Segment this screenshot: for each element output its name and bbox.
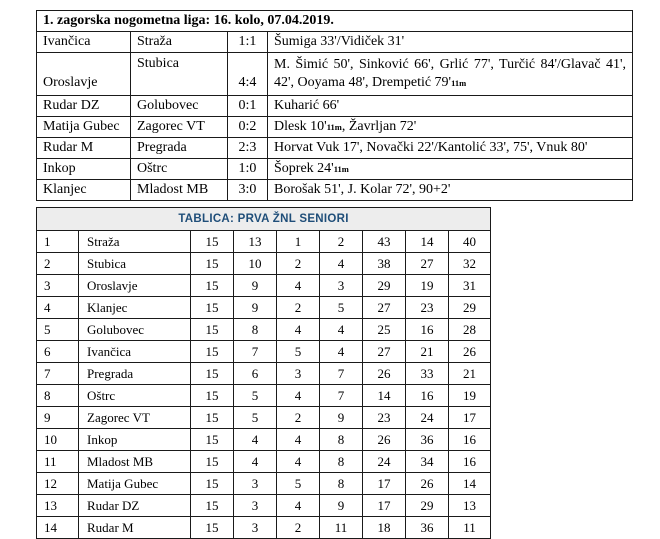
- stat-cell: 29: [406, 495, 449, 517]
- stat-cell: 18: [363, 517, 406, 539]
- team-cell: Oštrc: [79, 385, 191, 407]
- stat-cell: 3: [320, 275, 363, 297]
- results-header-row: [37, 11, 633, 32]
- position-cell: 13: [37, 495, 79, 517]
- away-team-cell: Pregrada: [131, 138, 228, 159]
- stat-cell: 11: [449, 517, 491, 539]
- stat-cell: 7: [320, 385, 363, 407]
- home-team-cell: Klanjec: [37, 180, 131, 201]
- scorers-cell: [268, 180, 633, 201]
- position-cell: 4: [37, 297, 79, 319]
- score-cell: 0:2: [228, 117, 268, 138]
- home-team-cell: Inkop: [37, 159, 131, 180]
- standings-title-cell: TABLICA: PRVA ŽNL SENIORI: [37, 208, 491, 231]
- team-cell: Zagorec VT: [79, 407, 191, 429]
- stat-cell: 15: [191, 473, 234, 495]
- match-row: [37, 32, 633, 53]
- stat-cell: 36: [406, 429, 449, 451]
- stat-cell: 27: [363, 341, 406, 363]
- stat-cell: 13: [449, 495, 491, 517]
- score-cell: 1:0: [228, 159, 268, 180]
- position-cell: 8: [37, 385, 79, 407]
- stat-cell: 4: [234, 451, 277, 473]
- standings-row: [37, 517, 491, 539]
- stat-cell: 15: [191, 407, 234, 429]
- stat-cell: 26: [363, 363, 406, 385]
- stat-cell: 15: [191, 253, 234, 275]
- scorers-cell: [268, 96, 633, 117]
- stat-cell: 13: [234, 231, 277, 253]
- team-cell: Stubica: [79, 253, 191, 275]
- standings-row: [37, 407, 491, 429]
- stat-cell: 29: [449, 297, 491, 319]
- stat-cell: 27: [363, 297, 406, 319]
- stat-cell: 32: [449, 253, 491, 275]
- stat-cell: 14: [449, 473, 491, 495]
- position-cell: 1: [37, 231, 79, 253]
- team-cell: Matija Gubec: [79, 473, 191, 495]
- stat-cell: 1: [277, 231, 320, 253]
- home-team-cell: Oroslavje: [37, 53, 131, 96]
- scorer-text: Borošak 51', J. Kolar 72', 90+2': [274, 182, 451, 197]
- stat-cell: 4: [234, 429, 277, 451]
- stat-cell: 15: [191, 495, 234, 517]
- away-team-cell: Zagorec VT: [131, 117, 228, 138]
- results-body: [37, 11, 633, 201]
- position-cell: 14: [37, 517, 79, 539]
- stat-cell: 15: [191, 517, 234, 539]
- stat-cell: 9: [234, 275, 277, 297]
- scorer-text: , Žavrljan 72': [341, 119, 417, 134]
- stat-cell: 5: [234, 385, 277, 407]
- team-cell: Golubovec: [79, 319, 191, 341]
- team-cell: Pregrada: [79, 363, 191, 385]
- stat-cell: 29: [363, 275, 406, 297]
- team-cell: Ivančica: [79, 341, 191, 363]
- stat-cell: 15: [191, 451, 234, 473]
- team-cell: Klanjec: [79, 297, 191, 319]
- position-cell: 7: [37, 363, 79, 385]
- scorer-text: Kuharić 66': [274, 98, 340, 113]
- stat-cell: 3: [277, 363, 320, 385]
- penalty-marker: 11m: [333, 164, 349, 174]
- stat-cell: 8: [320, 429, 363, 451]
- stat-cell: 16: [406, 319, 449, 341]
- stat-cell: 5: [234, 407, 277, 429]
- stat-cell: 17: [363, 495, 406, 517]
- match-row: [37, 159, 633, 180]
- team-cell: Rudar M: [79, 517, 191, 539]
- away-team-cell: Straža: [131, 32, 228, 53]
- stat-cell: 5: [320, 297, 363, 319]
- stat-cell: 17: [363, 473, 406, 495]
- home-team-cell: Matija Gubec: [37, 117, 131, 138]
- standings-row: [37, 231, 491, 253]
- stat-cell: 15: [191, 275, 234, 297]
- stat-cell: 8: [320, 451, 363, 473]
- away-team-cell: Stubica: [131, 53, 228, 96]
- score-cell: 3:0: [228, 180, 268, 201]
- position-cell: 9: [37, 407, 79, 429]
- stat-cell: 23: [363, 407, 406, 429]
- stat-cell: 11: [320, 517, 363, 539]
- results-title: 1. zagorska nogometna liga: 16. kolo, 07.04.2019.: [37, 11, 633, 32]
- team-cell: Mladost MB: [79, 451, 191, 473]
- scorers-cell: [268, 53, 633, 96]
- stat-cell: 9: [320, 407, 363, 429]
- standings-row: [37, 495, 491, 517]
- scorer-text: Šoprek 24': [274, 161, 334, 176]
- stat-cell: 15: [191, 231, 234, 253]
- stat-cell: 4: [277, 429, 320, 451]
- stat-cell: 4: [320, 253, 363, 275]
- standings-body: [37, 208, 491, 539]
- results-table: [36, 10, 633, 201]
- position-cell: 11: [37, 451, 79, 473]
- scorer-text: Šumiga 33'/Vidiček 31': [274, 34, 405, 49]
- score-cell: 1:1: [228, 32, 268, 53]
- match-row: [37, 53, 633, 96]
- standings-table: [36, 207, 491, 539]
- scorer-text: Dlesk 10': [274, 119, 327, 134]
- stat-cell: 26: [449, 341, 491, 363]
- score-cell: 2:3: [228, 138, 268, 159]
- stat-cell: 15: [191, 385, 234, 407]
- position-cell: 6: [37, 341, 79, 363]
- score-cell: 4:4: [228, 53, 268, 96]
- away-team-cell: Oštrc: [131, 159, 228, 180]
- stat-cell: 25: [363, 319, 406, 341]
- stat-cell: 7: [320, 363, 363, 385]
- stat-cell: 9: [320, 495, 363, 517]
- standings-row: [37, 429, 491, 451]
- stat-cell: 24: [406, 407, 449, 429]
- stat-cell: 4: [277, 275, 320, 297]
- stat-cell: 40: [449, 231, 491, 253]
- stat-cell: 34: [406, 451, 449, 473]
- position-cell: 3: [37, 275, 79, 297]
- stat-cell: 16: [449, 429, 491, 451]
- stat-cell: 15: [191, 429, 234, 451]
- match-row: [37, 96, 633, 117]
- team-cell: Oroslavje: [79, 275, 191, 297]
- stat-cell: 28: [449, 319, 491, 341]
- match-row: [37, 117, 633, 138]
- stat-cell: 36: [406, 517, 449, 539]
- home-team-cell: Rudar DZ: [37, 96, 131, 117]
- away-team-cell: Golubovec: [131, 96, 228, 117]
- stat-cell: 5: [277, 341, 320, 363]
- standings-row: [37, 341, 491, 363]
- home-team-cell: Ivančica: [37, 32, 131, 53]
- team-cell: Inkop: [79, 429, 191, 451]
- stat-cell: 2: [277, 517, 320, 539]
- stat-cell: 8: [320, 473, 363, 495]
- stat-cell: 3: [234, 473, 277, 495]
- standings-row: [37, 385, 491, 407]
- scorers-cell: [268, 159, 633, 180]
- penalty-marker: 11m: [451, 78, 467, 88]
- home-team-cell: Rudar M: [37, 138, 131, 159]
- stat-cell: 4: [320, 319, 363, 341]
- stat-cell: 21: [449, 363, 491, 385]
- stat-cell: 4: [277, 451, 320, 473]
- stat-cell: 21: [406, 341, 449, 363]
- stat-cell: 16: [449, 451, 491, 473]
- stat-cell: 2: [277, 297, 320, 319]
- position-cell: 10: [37, 429, 79, 451]
- stat-cell: 10: [234, 253, 277, 275]
- standings-row: [37, 451, 491, 473]
- match-row: [37, 180, 633, 201]
- away-team-cell: Mladost MB: [131, 180, 228, 201]
- stat-cell: 3: [234, 517, 277, 539]
- stat-cell: 4: [277, 319, 320, 341]
- team-cell: Rudar DZ: [79, 495, 191, 517]
- stat-cell: 26: [406, 473, 449, 495]
- standings-row: [37, 297, 491, 319]
- stat-cell: 4: [320, 341, 363, 363]
- position-cell: 2: [37, 253, 79, 275]
- team-cell: Straža: [79, 231, 191, 253]
- match-row: [37, 138, 633, 159]
- scorer-text: M. Šimić 50', Sinković 66', Grlić 77', Turčić 84'/Glavač 41', 42', Ooyama 48', Drempetić 79': [274, 57, 627, 90]
- stat-cell: 27: [406, 253, 449, 275]
- stat-cell: 9: [234, 297, 277, 319]
- stat-cell: 33: [406, 363, 449, 385]
- stat-cell: 2: [277, 407, 320, 429]
- scorers-cell: [268, 32, 633, 53]
- stat-cell: 15: [191, 297, 234, 319]
- stat-cell: 7: [234, 341, 277, 363]
- scorer-text: Horvat Vuk 17', Novački 22'/Kantolić 33', 75', Vnuk 80': [274, 140, 588, 155]
- stat-cell: 19: [449, 385, 491, 407]
- score-cell: 0:1: [228, 96, 268, 117]
- stat-cell: 2: [277, 253, 320, 275]
- stat-cell: 15: [191, 341, 234, 363]
- stat-cell: 8: [234, 319, 277, 341]
- penalty-marker: 11m: [326, 122, 342, 132]
- stat-cell: 14: [363, 385, 406, 407]
- standings-row: [37, 319, 491, 341]
- stat-cell: 3: [234, 495, 277, 517]
- stat-cell: 24: [363, 451, 406, 473]
- stat-cell: 15: [191, 319, 234, 341]
- stat-cell: 17: [449, 407, 491, 429]
- standings-row: [37, 275, 491, 297]
- stat-cell: 5: [277, 473, 320, 495]
- stat-cell: 15: [191, 363, 234, 385]
- scorers-cell: [268, 138, 633, 159]
- stat-cell: 26: [363, 429, 406, 451]
- position-cell: 5: [37, 319, 79, 341]
- stat-cell: 38: [363, 253, 406, 275]
- standings-header-row: [37, 208, 491, 231]
- stat-cell: 43: [363, 231, 406, 253]
- standings-row: [37, 473, 491, 495]
- stat-cell: 6: [234, 363, 277, 385]
- scorers-cell: [268, 117, 633, 138]
- standings-row: [37, 253, 491, 275]
- position-cell: 12: [37, 473, 79, 495]
- standings-row: [37, 363, 491, 385]
- stat-cell: 31: [449, 275, 491, 297]
- stat-cell: 16: [406, 385, 449, 407]
- stat-cell: 4: [277, 385, 320, 407]
- stat-cell: 23: [406, 297, 449, 319]
- stat-cell: 2: [320, 231, 363, 253]
- stat-cell: 14: [406, 231, 449, 253]
- stat-cell: 4: [277, 495, 320, 517]
- stat-cell: 19: [406, 275, 449, 297]
